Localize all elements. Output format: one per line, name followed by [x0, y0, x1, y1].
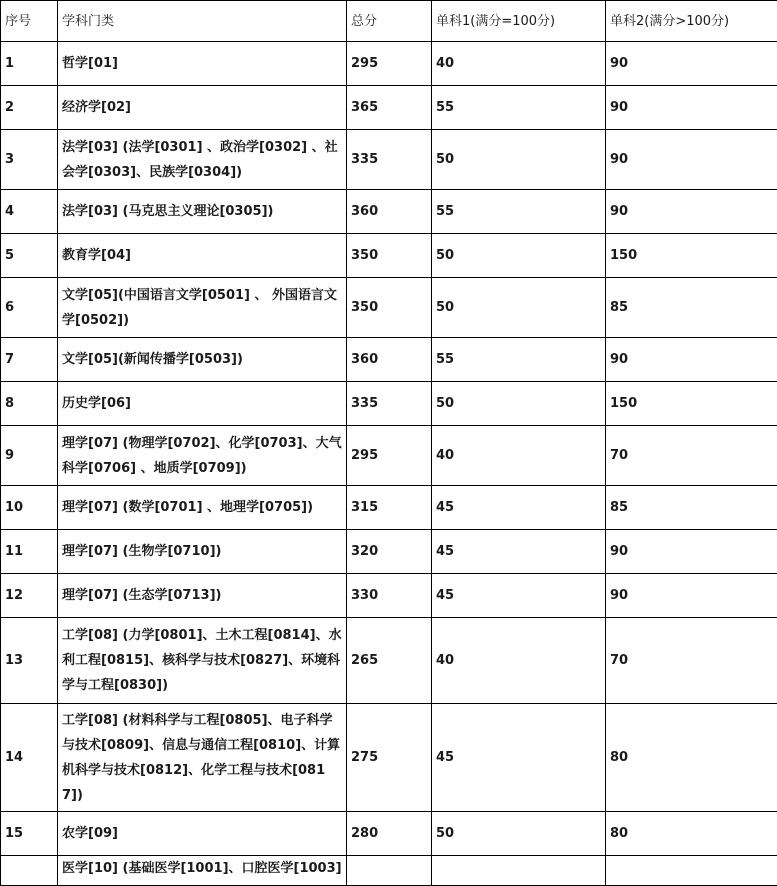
row-subject: 医学[10] (基础医学[1001]、口腔医学[1003] — [58, 856, 347, 886]
header-single1: 单科1(满分=100分) — [432, 1, 606, 42]
row-no: 8 — [1, 382, 58, 426]
row-single2: 85 — [606, 486, 777, 530]
row-no: 10 — [1, 486, 58, 530]
row-single1: 40 — [432, 618, 606, 704]
row-subject: 法学[03] (法学[0301] 、政治学[0302] 、社会学[0303]、民族学[0304]) — [58, 130, 347, 190]
row-total: 315 — [347, 486, 432, 530]
row-single2: 80 — [606, 812, 777, 856]
row-no: 7 — [1, 338, 58, 382]
row-single2: 90 — [606, 190, 777, 234]
row-single1: 40 — [432, 42, 606, 86]
table-row — [1, 42, 777, 86]
row-single1: 55 — [432, 338, 606, 382]
table-row — [1, 190, 777, 234]
table-row — [1, 486, 777, 530]
row-subject: 农学[09] — [58, 812, 347, 856]
row-total: 320 — [347, 530, 432, 574]
row-single2 — [606, 856, 777, 886]
row-no: 5 — [1, 234, 58, 278]
row-single1: 55 — [432, 190, 606, 234]
row-total: 360 — [347, 338, 432, 382]
row-single1: 50 — [432, 130, 606, 190]
table-row — [1, 530, 777, 574]
row-no: 15 — [1, 812, 58, 856]
row-single2: 90 — [606, 130, 777, 190]
row-single1: 40 — [432, 426, 606, 486]
row-subject: 理学[07] (生物学[0710]) — [58, 530, 347, 574]
table-row — [1, 704, 777, 812]
row-total: 330 — [347, 574, 432, 618]
row-subject: 文学[05](新闻传播学[0503]) — [58, 338, 347, 382]
row-total: 275 — [347, 704, 432, 812]
row-total: 360 — [347, 190, 432, 234]
row-no: 9 — [1, 426, 58, 486]
header-single2: 单科2(满分>100分) — [606, 1, 777, 42]
row-total: 350 — [347, 234, 432, 278]
table-row — [1, 812, 777, 856]
row-single2: 150 — [606, 382, 777, 426]
row-single2: 90 — [606, 86, 777, 130]
row-single1: 45 — [432, 486, 606, 530]
table-row — [1, 856, 777, 886]
row-total: 365 — [347, 86, 432, 130]
row-single1: 45 — [432, 530, 606, 574]
row-single2: 85 — [606, 278, 777, 338]
row-no: 1 — [1, 42, 58, 86]
row-total: 335 — [347, 130, 432, 190]
row-total: 295 — [347, 42, 432, 86]
row-total: 265 — [347, 618, 432, 704]
row-subject: 教育学[04] — [58, 234, 347, 278]
table-row — [1, 278, 777, 338]
row-total: 350 — [347, 278, 432, 338]
row-total: 280 — [347, 812, 432, 856]
row-no: 3 — [1, 130, 58, 190]
row-subject: 经济学[02] — [58, 86, 347, 130]
row-subject: 工学[08] (材料科学与工程[0805]、电子科学与技术[0809]、信息与通信工程[0810]、计算机科学与技术[0812]、化学工程与技术[0817]) — [58, 704, 347, 812]
row-single1: 45 — [432, 574, 606, 618]
table-row — [1, 574, 777, 618]
header-subject: 学科门类 — [58, 1, 347, 42]
header-no: 序号 — [1, 1, 58, 42]
row-no: 12 — [1, 574, 58, 618]
row-total: 335 — [347, 382, 432, 426]
row-subject: 法学[03] (马克思主义理论[0305]) — [58, 190, 347, 234]
row-no: 6 — [1, 278, 58, 338]
row-single2: 90 — [606, 338, 777, 382]
row-single2: 90 — [606, 42, 777, 86]
row-single2: 70 — [606, 426, 777, 486]
row-subject: 哲学[01] — [58, 42, 347, 86]
row-subject: 文学[05](中国语言文学[0501] 、 外国语言文学[0502]) — [58, 278, 347, 338]
row-subject: 工学[08] (力学[0801]、土木工程[0814]、水利工程[0815]、核科学与技术[0827]、环境科学与工程[0830]) — [58, 618, 347, 704]
row-no: 4 — [1, 190, 58, 234]
row-single2: 70 — [606, 618, 777, 704]
table-row — [1, 130, 777, 190]
table-row — [1, 338, 777, 382]
table-row — [1, 426, 777, 486]
table-row — [1, 86, 777, 130]
row-single1: 50 — [432, 278, 606, 338]
row-single1: 50 — [432, 234, 606, 278]
row-no: 2 — [1, 86, 58, 130]
row-subject: 理学[07] (物理学[0702]、化学[0703]、大气科学[0706] 、地质学[0709]) — [58, 426, 347, 486]
table-row — [1, 618, 777, 704]
row-single1: 50 — [432, 382, 606, 426]
row-subject: 历史学[06] — [58, 382, 347, 426]
row-single2: 150 — [606, 234, 777, 278]
row-subject: 理学[07] (数学[0701] 、地理学[0705]) — [58, 486, 347, 530]
header-total: 总分 — [347, 1, 432, 42]
row-single1: 50 — [432, 812, 606, 856]
row-no: 11 — [1, 530, 58, 574]
row-single1 — [432, 856, 606, 886]
table-row — [1, 382, 777, 426]
row-total: 295 — [347, 426, 432, 486]
row-no — [1, 856, 58, 886]
row-total — [347, 856, 432, 886]
row-single1: 45 — [432, 704, 606, 812]
table-row — [1, 234, 777, 278]
row-single2: 90 — [606, 530, 777, 574]
row-no: 13 — [1, 618, 58, 704]
table-header-row — [1, 1, 777, 42]
row-single1: 55 — [432, 86, 606, 130]
row-single2: 80 — [606, 704, 777, 812]
row-subject: 理学[07] (生态学[0713]) — [58, 574, 347, 618]
row-no: 14 — [1, 704, 58, 812]
row-single2: 90 — [606, 574, 777, 618]
